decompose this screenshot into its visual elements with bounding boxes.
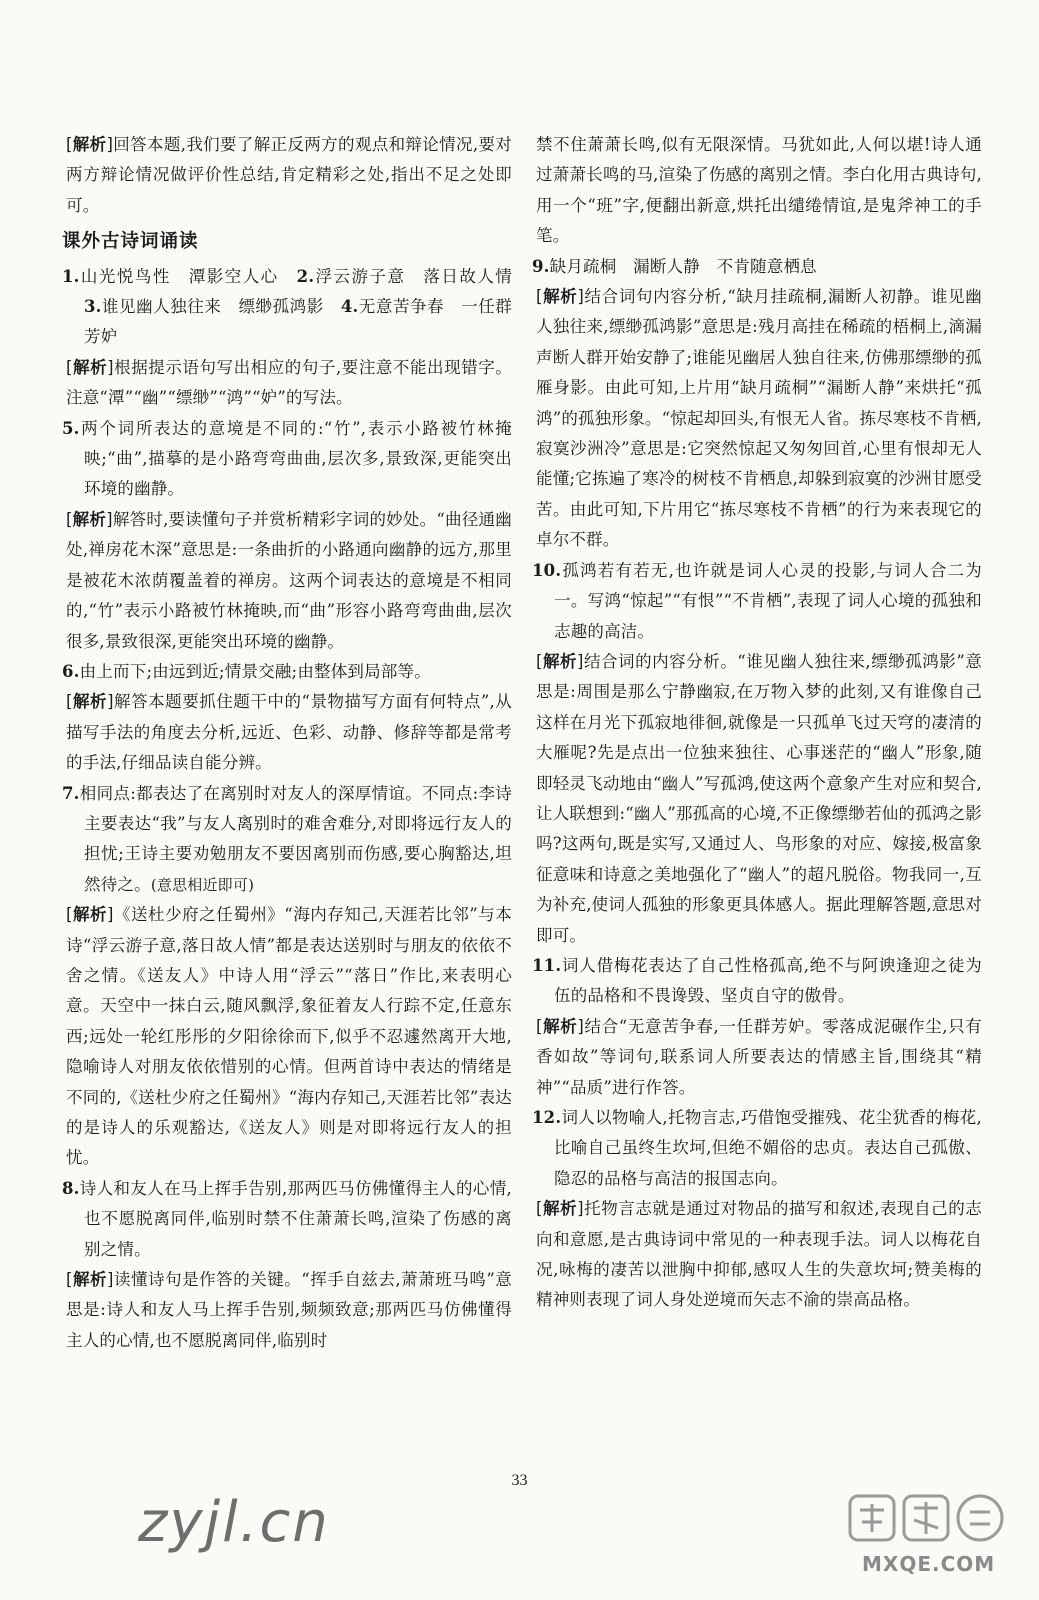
watermark-text: zyjl.cn bbox=[138, 1490, 330, 1555]
analysis-tag: [解析] bbox=[66, 692, 114, 712]
analysis-tag: [解析] bbox=[536, 651, 584, 671]
question-1-4-answer: 1.山光悦鸟性 潭影空人心 2.浮云游子意 落日故人情 3.谁见幽人独往来 缥缈孤鸿影 4.无意苦争春 一任群芳妒 bbox=[62, 266, 513, 347]
question-11-analysis: [解析]结合“无意苦争春,一任群芳妒。零落成泥碾作尘,只有香如故”等词句,联系词人所要表达的情感主旨,围绕其“精神”“品质”进行作答。 bbox=[536, 1016, 982, 1097]
question-12-analysis: [解析]托物言志就是通过对物品的描写和叙述,表现自己的志向和意愿,是古典诗词中常见的一种表现手法。词人以梅花自况,咏梅的凄苦以泄胸中抑郁,感叹人生的失意坎坷;赞美梅的精神则表现了词人身处逆境而矢志不渝的崇高品格。 bbox=[536, 1199, 983, 1310]
right-column bbox=[532, 130, 982, 1316]
intro-analysis: [解析]回答本题,我们要了解正反两方的观点和辩论情况,要对两方辩论情况做评价性总结,肯定精彩之处,指出不足之处即可。 bbox=[66, 135, 512, 215]
analysis-tag: [解析] bbox=[536, 1016, 585, 1036]
analysis-tag: [解析] bbox=[66, 509, 113, 529]
question-8-analysis-continued: 禁不住萧萧长鸣,似有无限深情。马犹如此,人何以堪!诗人通过萧萧长鸣的马,渲染了伤感的离别之情。李白化用古典诗句,用一个“班”字,便翻出新意,烘托出缱绻情谊,是鬼斧神工的手笔。 bbox=[536, 135, 982, 246]
question-1-4-analysis: [解析]根据提示语句写出相应的句子,要注意不能出现错字。注意“潭”“幽”“缥缈”“鸿”“妒”的写法。 bbox=[66, 357, 513, 408]
section-title: 课外古诗词诵读 bbox=[62, 231, 199, 253]
question-9-analysis: [解析]结合词句内容分析,“缺月挂疏桐,漏断人初静。谁见幽人独往来,缥缈孤鸿影”意思是:残月高挂在稀疏的梧桐上,滴漏声断人群开始安静了;谁能见幽居人独自往来,仿佛那缥缈的孤雁身影。由此可知,上片用“缺月疏桐”“漏断人静”来烘托“孤鸿”的孤独形象。“惊起却回头,有恨无人省。拣尽寒枝不肯栖,寂寞沙洲冷”意思是:它突然惊起又匆匆回首,心里有恨却无人能懂;它拣遍了寒冷的树枝不肯栖息,却躲到寂寞的沙洲甘愿受苦。由此可知,下片用它“拣尽寒枝不肯栖”的行为来表现它的卓尔不群。 bbox=[536, 287, 982, 550]
analysis-tag: [解析] bbox=[66, 135, 114, 154]
analysis-tag: [解析] bbox=[66, 357, 114, 377]
question-6-answer: 6.由上而下;由远到近;情景交融;由整体到局部等。 bbox=[62, 661, 431, 681]
question-10-analysis: [解析]结合词的内容分析。“谁见幽人独往来,缥缈孤鸿影”意思是:周围是那么宁静幽寂,在万物入梦的此刻,又有谁像自己这样在月光下孤寂地徘徊,就像是一只孤单飞过天穹的凄清的大雁呢?先是点出一位独来独往、心事迷茫的“幽人”形象,随即轻灵飞动地由“幽人”写孤鸿,使这两个意象产生对应和契合,让人联想到:“幽人”那孤高的心境,不正像缥缈若仙的孤鸿之影吗?这两句,既是实写,又通过人、鸟形象的对应、嫁接,极富象征意味和诗意之美地强化了“幽人”的超凡脱俗。物我同一,互为补充,使词人孤独的形象更具体感人。据此理解答题,意思对即可。 bbox=[536, 651, 982, 945]
question-9-answer: 9.缺月疏桐 漏断人静 不肯随意栖息 bbox=[532, 256, 817, 276]
question-10-answer: 10.孤鸿若有若无,也许就是词人心灵的投影,与词人合二为一。写鸿“惊起”“有恨”“不肯栖”,表现了词人心境的孤独和志趣的高洁。 bbox=[532, 560, 982, 641]
question-7-answer: 7.相同点:都表达了在离别时对友人的深厚情谊。不同点:李诗主要表达“我”与友人离别时的难舍难分,对即将远行友人的担忧;王诗主要劝勉朋友不要因离别而伤感,要心胸豁达,坦然待之。(意思相近即可) bbox=[62, 783, 512, 894]
analysis-tag: [解析] bbox=[536, 1199, 584, 1219]
question-7-analysis: [解析]《送杜少府之任蜀州》“海内存知己,天涯若比邻”与本诗“浮云游子意,落日故人情”都是表达送别时与朋友的依依不舍之情。《送友人》中诗人用“浮云”“落日”作比,来表明心意。天空中一抹白云,随风飘浮,象征着友人行踪不定,任意东西;远处一轮红彤彤的夕阳徐徐而下,似乎不忍遽然离开大地,隐喻诗人对朋友依依惜别的心情。但两首诗中表达的情绪是不同的,《送杜少府之任蜀州》“海内存知己,天涯若比邻”表达的是诗人的乐观豁达,《送友人》则是对即将远行友人的担忧。 bbox=[66, 905, 512, 1168]
question-12-answer: 12.词人以物喻人,托物言志,巧借饱受摧残、花尘犹香的梅花,比喻自己虽终生坎坷,但绝不媚俗的忠贞。表达自己孤傲、隐忍的品格与高洁的报国志向。 bbox=[532, 1108, 982, 1188]
question-6-analysis: [解析]解答本题要抓住题干中的“景物描写方面有何特点”,从描写手法的角度去分析,远近、色彩、动静、修辞等都是常考的手法,仔细品读自能分辨。 bbox=[66, 692, 512, 773]
question-5-analysis: [解析]解答时,要读懂句子并赏析精彩字词的妙处。“曲径通幽处,禅房花木深”意思是:一条曲折的小路通向幽静的远方,那里是被花木浓荫覆盖着的禅房。这两个词表达的意境是不相同的,“竹”表示小路被竹林掩映,而“曲”形容小路弯弯曲曲,层次很多,景致很深,更能突出环境的幽静。 bbox=[66, 509, 512, 651]
left-column bbox=[62, 130, 512, 1356]
analysis-tag: [解析] bbox=[66, 1270, 114, 1290]
question-11-answer: 11.词人借梅花表达了自己性格孤高,绝不与阿谀逢迎之徒为伍的品格和不畏谗毁、坚贞自守的傲骨。 bbox=[532, 955, 982, 1006]
logo-icon bbox=[848, 1490, 1008, 1546]
analysis-tag: [解析] bbox=[66, 905, 114, 925]
page-number: 33 bbox=[511, 1472, 528, 1489]
question-8-answer: 8.诗人和友人在马上挥手告别,那两匹马仿佛懂得主人的心情,也不愿脱离同伴,临别时禁不住萧萧长鸣,渲染了伤感的离别之情。 bbox=[62, 1178, 512, 1259]
question-5-answer: 5.两个词所表达的意境是不同的:“竹”,表示小路被竹林掩映;“曲”,描摹的是小路弯弯曲曲,层次多,景致深,更能突出环境的幽静。 bbox=[62, 418, 512, 499]
logo-text: MXQE.COM bbox=[862, 1552, 996, 1576]
question-8-analysis: [解析]读懂诗句是作答的关键。“挥手自兹去,萧萧班马鸣”意思是:诗人和友人马上挥手告别,频频致意;那两匹马仿佛懂得主人的心情,也不愿脱离同伴,临别时 bbox=[66, 1270, 512, 1350]
analysis-tag: [解析] bbox=[536, 287, 585, 307]
